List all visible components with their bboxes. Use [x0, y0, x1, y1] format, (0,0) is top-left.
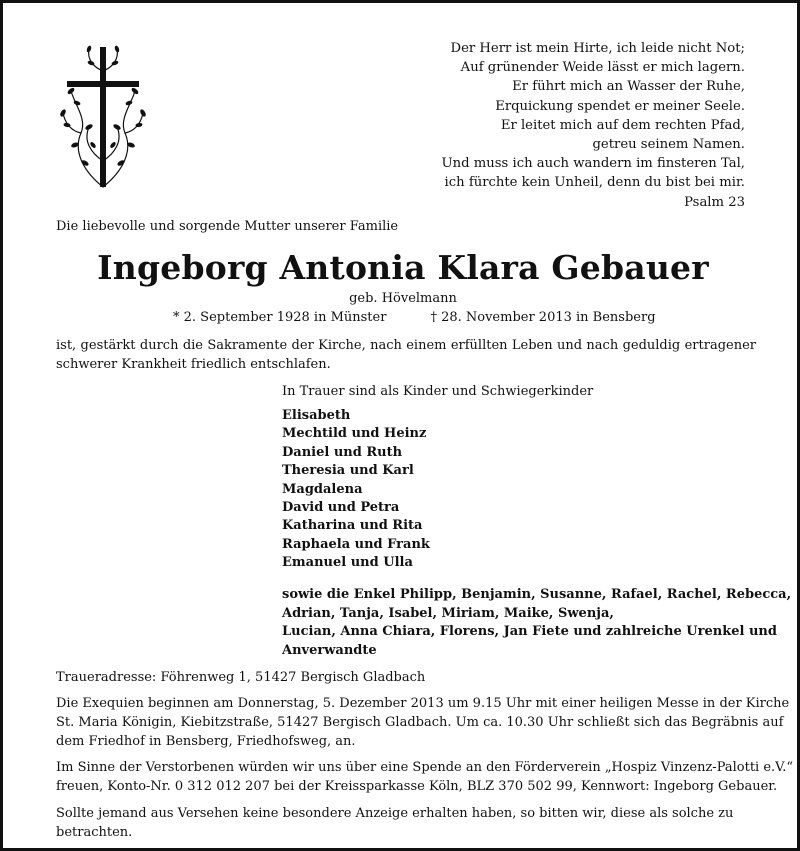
psalm-line: Er leitet mich auf dem rechten Pfad,	[500, 117, 745, 133]
psalm-line: getreu seinem Namen.	[592, 137, 745, 153]
intro-line: Die liebevolle und sorgende Mutter unserer Familie	[56, 219, 399, 234]
list-item: Raphaela und Frank	[282, 536, 430, 552]
psalm-line: Erquickung spendet er meiner Seele.	[495, 98, 745, 114]
grandchildren-line: Anverwandte	[282, 642, 377, 658]
psalm-quote	[442, 39, 745, 212]
list-item: Emanuel und Ulla	[282, 555, 413, 571]
cross-tree-icon	[53, 41, 153, 191]
life-dates	[173, 310, 656, 325]
announcement-text: ist, gestärkt durch die Sakramente der Kirche, nach einem erfüllten Leben und nach geduldig ertragener schwerer Krankheit friedlich entschlafen.	[56, 338, 756, 372]
donation-line: Im Sinne der Verstorbenen würden wir uns über eine Spende an den Förderverein „Hospiz Vinzenz-Palotti e.V.“	[56, 760, 794, 775]
psalm-line: Auf grünender Weide lässt er mich lagern.	[460, 60, 745, 76]
maiden-name: geb. Hövelmann	[349, 291, 457, 306]
funeral-address: Traueradresse: Föhrenweg 1, 51427 Bergisch Gladbach	[56, 670, 426, 685]
mourners-intro: In Trauer sind als Kinder und Schwiegerkinder	[282, 384, 594, 399]
list-item: Magdalena	[282, 481, 363, 497]
grandchildren-line: sowie die Enkel Philipp, Benjamin, Susanne, Rafael, Rachel, Rebecca,	[282, 587, 792, 602]
list-item: Elisabeth	[282, 408, 351, 423]
service-line: dem Friedhof in Bensberg, Friedhofsweg, an.	[56, 734, 356, 749]
psalm-line: ich fürchte kein Unheil, denn du bist bei mir.	[444, 175, 745, 191]
list-item: Theresia und Karl	[282, 463, 414, 479]
children-list	[282, 407, 430, 573]
service-line: St. Maria Königin, Kiebitzstraße, 51427 Bergisch Gladbach. Um ca. 10.30 Uhr schließt sich das Begräbnis auf	[56, 715, 784, 730]
grandchildren-line: Adrian, Tanja, Isabel, Miriam, Maike, Swenja,	[282, 605, 614, 621]
list-item: Katharina und Rita	[282, 518, 423, 534]
psalm-line: Er führt mich an Wasser der Ruhe,	[512, 79, 745, 95]
service-line: Die Exequien beginnen am Donnerstag, 5. Dezember 2013 um 9.15 Uhr mit einer heiligen Messe in der Kirche	[56, 696, 790, 711]
psalm-reference: Psalm 23	[684, 194, 745, 210]
grandchildren-line: Lucian, Anna Chiara, Florens, Jan Fiete und zahlreiche Urenkel und	[282, 624, 777, 640]
deceased-name: Ingeborg Antonia Klara Gebauer	[97, 248, 709, 287]
service-info	[56, 694, 790, 751]
death-date: † 28. November 2013 in Bensberg	[430, 310, 656, 325]
list-item: David und Petra	[282, 500, 400, 516]
donation-info	[56, 758, 794, 796]
psalm-line: Und muss ich auch wandern im finsteren Tal,	[441, 156, 745, 172]
list-item: Daniel und Ruth	[282, 444, 403, 460]
birth-date: * 2. September 1928 in Münster	[173, 310, 387, 325]
donation-line: freuen, Konto-Nr. 0 312 012 207 bei der Kreissparkasse Köln, BLZ 370 502 99, Kennwort: Ingeborg Gebauer.	[56, 779, 778, 794]
list-item: Mechtild und Heinz	[282, 426, 427, 442]
closing-note: Sollte jemand aus Versehen keine besondere Anzeige erhalten haben, so bitten wir, diese als solche zu betrachten.	[56, 806, 734, 840]
psalm-line: Der Herr ist mein Hirte, ich leide nicht Not;	[450, 41, 745, 56]
grandchildren-text	[282, 586, 792, 660]
